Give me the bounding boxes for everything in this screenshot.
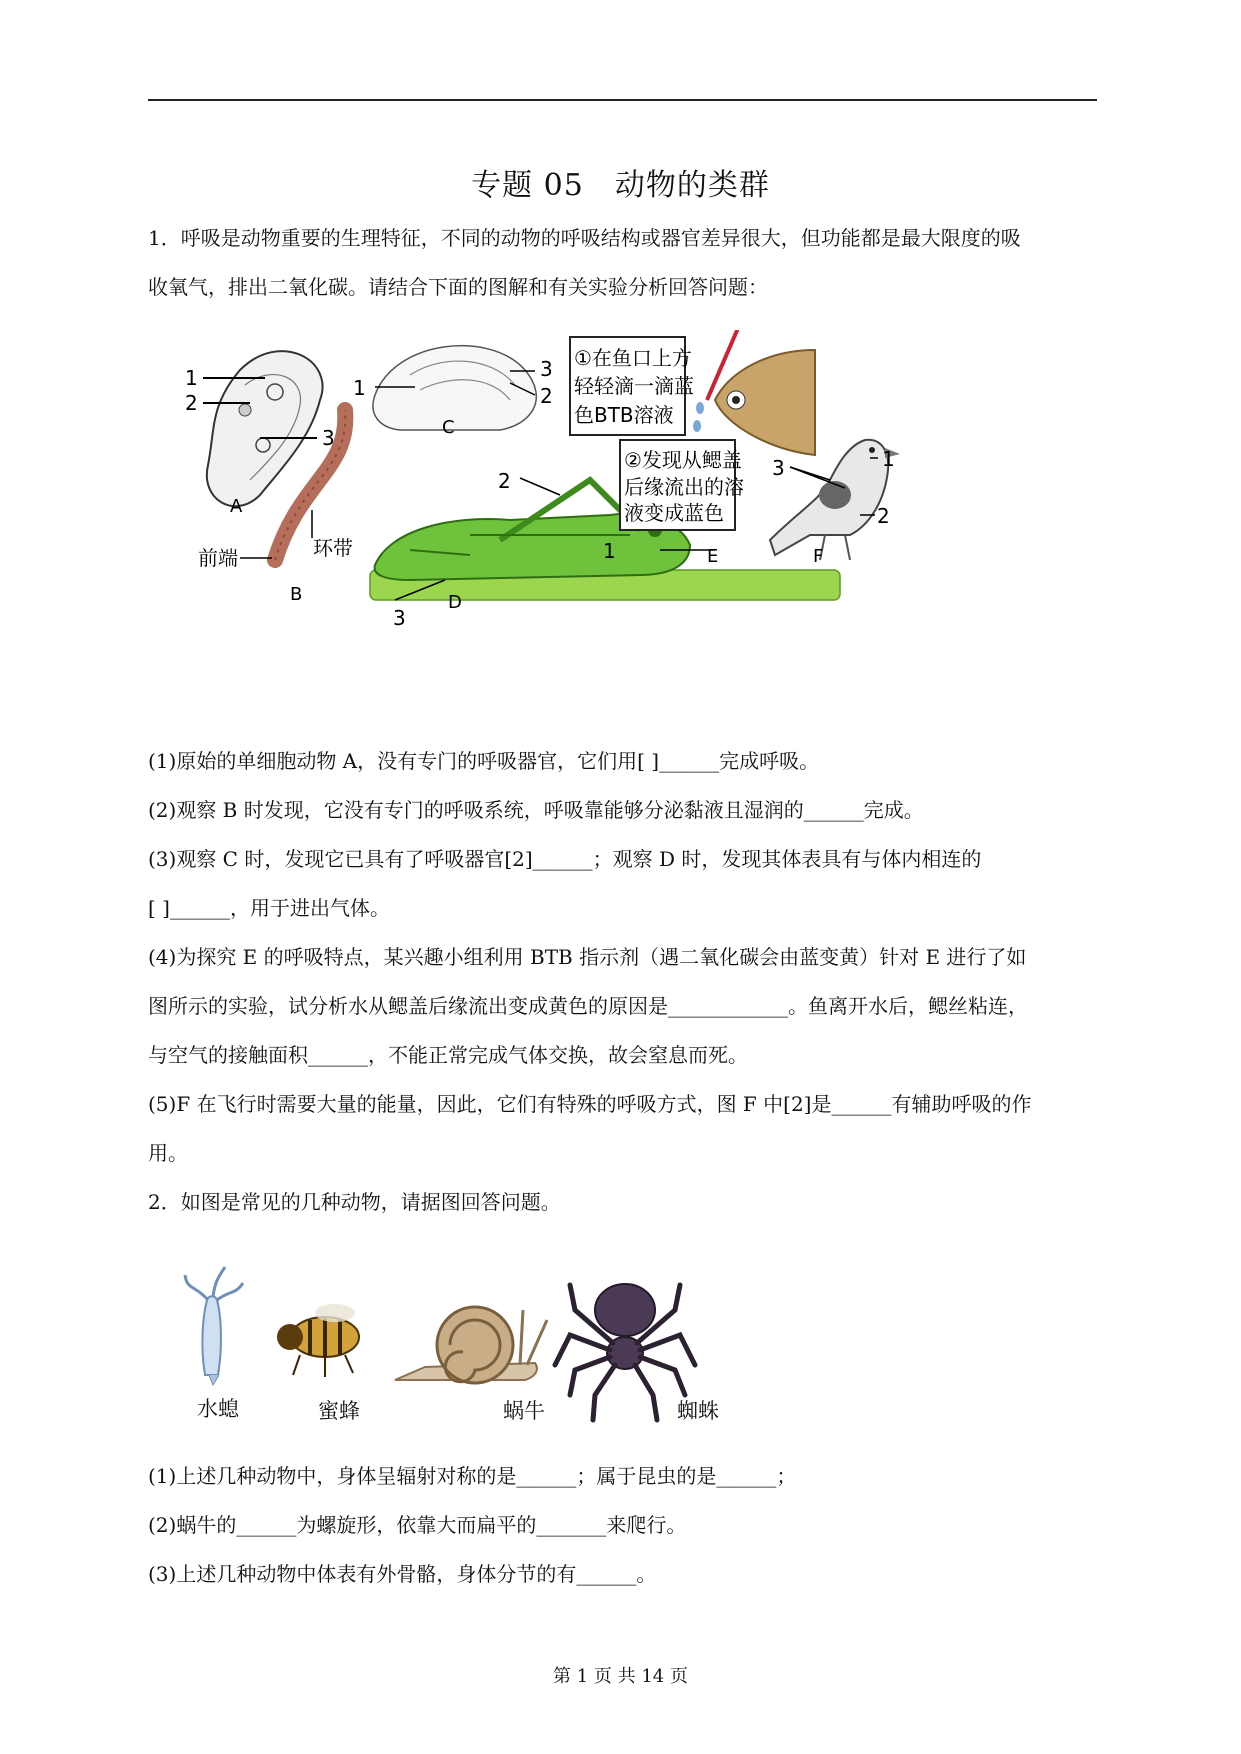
q1-sub5-line1: (5)F 在飞行时需要大量的能量，因此，它们有特殊的呼吸方式，图 F 中[2]是______有辅助呼吸的作: [148, 1092, 1032, 1116]
fig-a-num2: 2: [185, 391, 198, 415]
fig-e-box1-line2: 轻轻滴一滴蓝: [574, 374, 694, 398]
fig-e-box2-line2: 后缘流出的溶: [624, 475, 744, 499]
q2-stem: 2．如图是常见的几种动物，请据图回答问题。: [148, 1190, 561, 1214]
fig-f-num3: 3: [772, 456, 785, 480]
animal-label-spider: 蜘蛛: [677, 1399, 719, 1423]
figure-a-paramecium: [203, 351, 323, 506]
q1-sub3-line1: (3)观察 C 时，发现它已具有了呼吸器官[2]______；观察 D 时，发现其体表具有与体内相连的: [148, 847, 982, 871]
q1-sub2: (2)观察 B 时发现，它没有专门的呼吸系统，呼吸靠能够分泌黏液且湿润的______完成。: [148, 798, 924, 822]
fig-c-letter: C: [442, 417, 455, 438]
hydra-image: [185, 1267, 243, 1385]
fig-c-num3: 3: [540, 357, 553, 381]
fig-b-letter: B: [290, 584, 303, 605]
fig-d-num1: 1: [603, 539, 616, 563]
fig-e-box2-line3: 液变成蓝色: [624, 501, 724, 525]
q1-sub1: (1)原始的单细胞动物 A，没有专门的呼吸器官，它们用[ ]______完成呼吸。: [148, 749, 820, 773]
fig-e-letter: E: [707, 546, 719, 567]
fig-e-box1-line1: ①在鱼口上方: [574, 346, 692, 370]
q1-sub4-line1: (4)为探究 E 的呼吸特点，某兴趣小组利用 BTB 指示剂（遇二氧化碳会由蓝变黄）针对 E 进行了如: [148, 945, 1027, 969]
fig-a-num3: 3: [322, 426, 335, 450]
figure-f-bird: [770, 440, 900, 560]
fig-f-letter: F: [813, 546, 824, 567]
q2-sub1: (1)上述几种动物中，身体呈辐射对称的是______；属于昆虫的是______；: [148, 1464, 797, 1488]
animal-label-snail: 蜗牛: [503, 1399, 545, 1423]
fig-c-num1: 1: [353, 376, 366, 400]
header-rule: [148, 99, 1097, 101]
fig-a-letter: A: [230, 496, 243, 517]
q2-sub2: (2)蜗牛的______为螺旋形，依靠大而扁平的_______来爬行。: [148, 1513, 687, 1537]
bee-image: [277, 1304, 359, 1377]
q2-sub3: (3)上述几种动物中体表有外骨骼，身体分节的有______。: [148, 1562, 657, 1586]
animal-label-bee: 蜜蜂: [318, 1399, 360, 1423]
fig-e-box2-line1: ②发现从鳃盖: [624, 448, 742, 472]
fig-b-front: 前端: [198, 546, 238, 570]
q1-stem-line2: 收氧气，排出二氧化碳。请结合下面的图解和有关实验分析回答问题：: [148, 275, 768, 299]
animal-label-hydra: 水螅: [197, 1397, 239, 1421]
fig-d-num3: 3: [393, 606, 406, 630]
fig-d-num2: 2: [498, 469, 511, 493]
spider-image: [555, 1284, 695, 1420]
figure-d-grasshopper: [370, 450, 840, 600]
snail-image: [395, 1307, 547, 1383]
q1-sub5-line2: 用。: [148, 1141, 188, 1165]
fig-b-clitellum: 环带: [313, 536, 353, 560]
fig-d-letter: D: [448, 592, 462, 613]
q1-sub4-line3: 与空气的接触面积______，不能正常完成气体交换，故会窒息而死。: [148, 1043, 748, 1067]
q1-sub3-line2: [ ]______，用于进出气体。: [148, 896, 390, 920]
fig-f-num1: 1: [882, 447, 895, 471]
fig-a-num1: 1: [185, 366, 198, 390]
q1-stem-line1: 1．呼吸是动物重要的生理特征，不同的动物的呼吸结构或器官差异很大，但功能都是最大限度的吸: [148, 226, 1021, 250]
fig-c-num2: 2: [540, 384, 553, 408]
fig-e-box1-line3: 色BTB溶液: [574, 403, 674, 427]
q1-figure: [170, 330, 1070, 720]
figure-c-clam: [373, 346, 536, 430]
page-title: 专题 05 动物的类群: [471, 168, 770, 203]
page-number-footer: 第 1 页 共 14 页: [553, 1666, 688, 1687]
q1-sub4-line2: 图所示的实验，试分析水从鳃盖后缘流出变成黄色的原因是____________。鱼离开水后，鳃丝粘连，: [148, 994, 1028, 1018]
fig-f-num2: 2: [877, 504, 890, 528]
